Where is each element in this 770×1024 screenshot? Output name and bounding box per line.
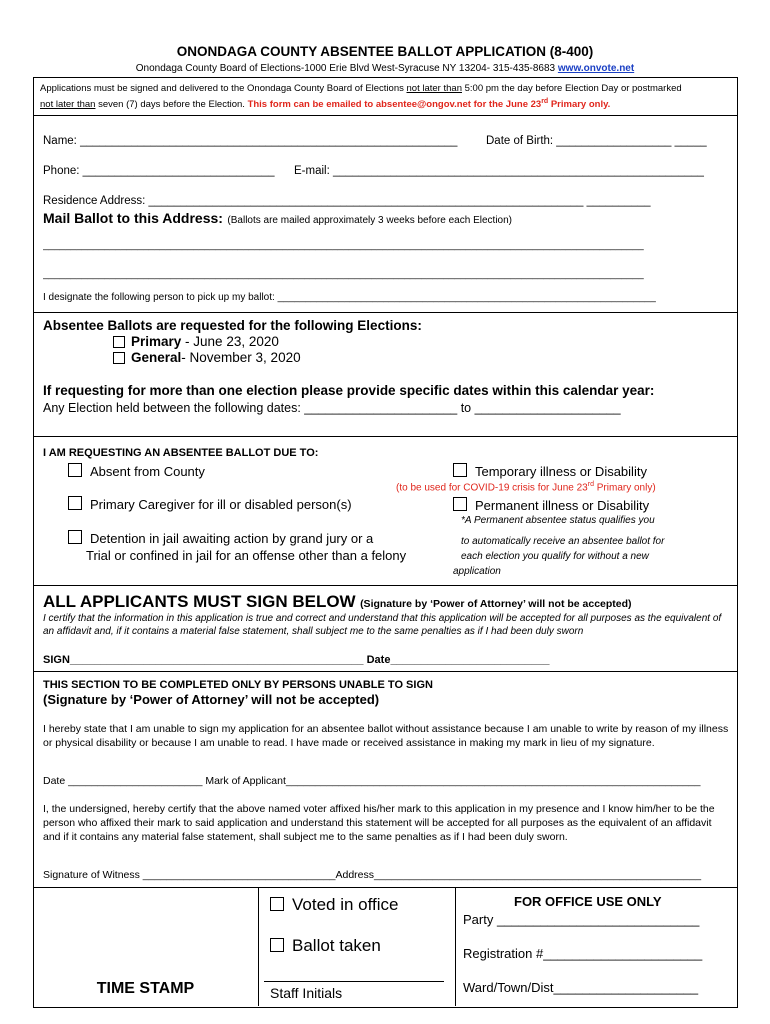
designee-field[interactable]: I designate the following person to pick up my ballot: ____________________________________________________________________	[43, 292, 656, 303]
email-notice: This form can be emailed to absentee@ongov.net for the June 23rd Primary only.	[247, 98, 611, 111]
name-field[interactable]: Name: ___________________________________________________________	[43, 135, 458, 147]
reason-permanent[interactable]: Permanent illness or Disability	[453, 497, 649, 513]
ward-town-dist-field[interactable]: Ward/Town/Dist____________________	[463, 980, 699, 995]
office-use-heading: FOR OFFICE USE ONLY	[514, 894, 662, 909]
inability-statement: I hereby state that I am unable to sign my application for an absentee ballot without assistance because I am unable to write by reason of my illness or physical disability or because I am unable to read. I have made or received assistance in making my mark in lieu of my signature.	[43, 723, 729, 749]
mail-address-line-2[interactable]: ____________________________________________________________________________________________________________	[43, 269, 644, 280]
permanent-checkbox[interactable]	[453, 497, 467, 511]
submission-notice: Applications must be signed and delivered to the Onondaga County Board of Elections not later than 5:00 pm the day before Election Day or postmarked not later than seven (7) days before the Election. This form can be emailed to absentee@ongov.net for the June 23rd Primary only.	[40, 83, 682, 111]
divider	[33, 115, 737, 116]
reason-absent[interactable]: Absent from County	[68, 463, 205, 479]
board-address: Onondaga County Board of Elections-1000 Erie Blvd West-Syracuse NY 13204- 315-435-8683	[135, 63, 556, 74]
phone-field[interactable]: Phone: ______________________________	[43, 165, 275, 177]
voted-checkbox[interactable]	[270, 897, 284, 911]
caregiver-checkbox[interactable]	[68, 496, 82, 510]
staff-initials-line	[264, 981, 444, 982]
reason-detention[interactable]: Detention in jail awaiting action by grand jury or a Trial or confined in jail for an offense other than a felony	[68, 530, 406, 564]
signature-date-line[interactable]: SIGN________________________________________________ Date__________________________	[43, 654, 550, 666]
date-mark-line[interactable]: Date _______________________ Mark of Applicant_______________________________________________________________________	[43, 775, 701, 787]
detention-checkbox[interactable]	[68, 530, 82, 544]
date-range-field[interactable]: Any Election held between the following dates: ______________________ to _____________________	[43, 401, 621, 415]
divider	[33, 585, 737, 586]
reason-caregiver[interactable]: Primary Caregiver for ill or disabled person(s)	[68, 496, 352, 512]
dob-field[interactable]: Date of Birth: __________________ _____	[486, 135, 707, 147]
website-link[interactable]: www.onvote.net	[557, 63, 635, 74]
primary-option[interactable]: Primary - June 23, 2020	[113, 334, 279, 349]
residence-address-field[interactable]: Residence Address: ____________________________________________________________________ __________	[43, 195, 651, 207]
covid-note: (to be used for COVID-19 crisis for June 23rd Primary only)	[396, 481, 656, 494]
voted-in-office-option[interactable]: Voted in office	[270, 895, 399, 915]
temporary-checkbox[interactable]	[453, 463, 467, 477]
board-address-line	[0, 63, 770, 74]
primary-checkbox[interactable]	[113, 336, 125, 348]
general-option[interactable]: General- November 3, 2020	[113, 350, 301, 365]
permanent-note: *A Permanent absentee status qualifies you to automatically receive an absentee ballot for each election you qualify for without a new application	[453, 515, 665, 577]
ballot-taken-checkbox[interactable]	[270, 938, 284, 952]
multi-election-heading: If requesting for more than one election please provide specific dates within this calendar year:	[43, 383, 655, 398]
time-stamp-label: TIME STAMP	[96, 980, 195, 997]
divider	[33, 312, 737, 313]
general-checkbox[interactable]	[113, 352, 125, 364]
divider	[33, 671, 737, 672]
mail-address-heading: Mail Ballot to this Address: (Ballots are mailed approximately 3 weeks before each Election)	[43, 210, 512, 226]
reasons-heading: I AM REQUESTING AN ABSENTEE BALLOT DUE TO:	[43, 447, 319, 459]
unable-subheading: (Signature by ‘Power of Attorney’ will not be accepted)	[43, 692, 380, 707]
office-divider	[455, 887, 456, 1006]
email-field[interactable]: E-mail: __________________________________________________________	[294, 165, 704, 177]
absent-checkbox[interactable]	[68, 463, 82, 477]
elections-heading: Absentee Ballots are requested for the following Elections:	[43, 318, 422, 333]
staff-initials-label: Staff Initials	[270, 985, 343, 1001]
sign-heading: ALL APPLICANTS MUST SIGN BELOW (Signature by ‘Power of Attorney’ will not be accepted)	[43, 592, 632, 611]
ballot-taken-option[interactable]: Ballot taken	[270, 936, 381, 956]
party-field[interactable]: Party ____________________________	[463, 912, 700, 927]
registration-field[interactable]: Registration #______________________	[463, 946, 703, 961]
certification-text: I certify that the information in this application is true and correct and understand that this application will be accepted for all purposes as the equivalent of an affidavit and, if it contains a material false statement, shall subject me to the same penalties as if I had been duly sworn	[43, 613, 722, 637]
witness-statement: I, the undersigned, hereby certify that the above named voter affixed his/her mark to this application in my presence and I know him/her to be the person who affixed their mark to said application and understand this statement will be accepted for all purposes as the equivalent of an affidavit and if it contains any material false statement, shall subject me to the same penalties as if I had been duly sworn.	[43, 803, 715, 843]
mail-address-line-1[interactable]: ____________________________________________________________________________________________________________	[43, 240, 644, 251]
divider	[33, 436, 737, 437]
unable-heading: THIS SECTION TO BE COMPLETED ONLY BY PERSONS UNABLE TO SIGN	[43, 679, 433, 691]
witness-line[interactable]: Signature of Witness _________________________________Address________________________________________________________	[43, 869, 702, 881]
form-title: ONONDAGA COUNTY ABSENTEE BALLOT APPLICATION (8-400)	[176, 44, 594, 59]
reason-temporary[interactable]: Temporary illness or Disability	[453, 463, 647, 479]
divider	[33, 887, 737, 888]
office-divider	[258, 887, 259, 1006]
